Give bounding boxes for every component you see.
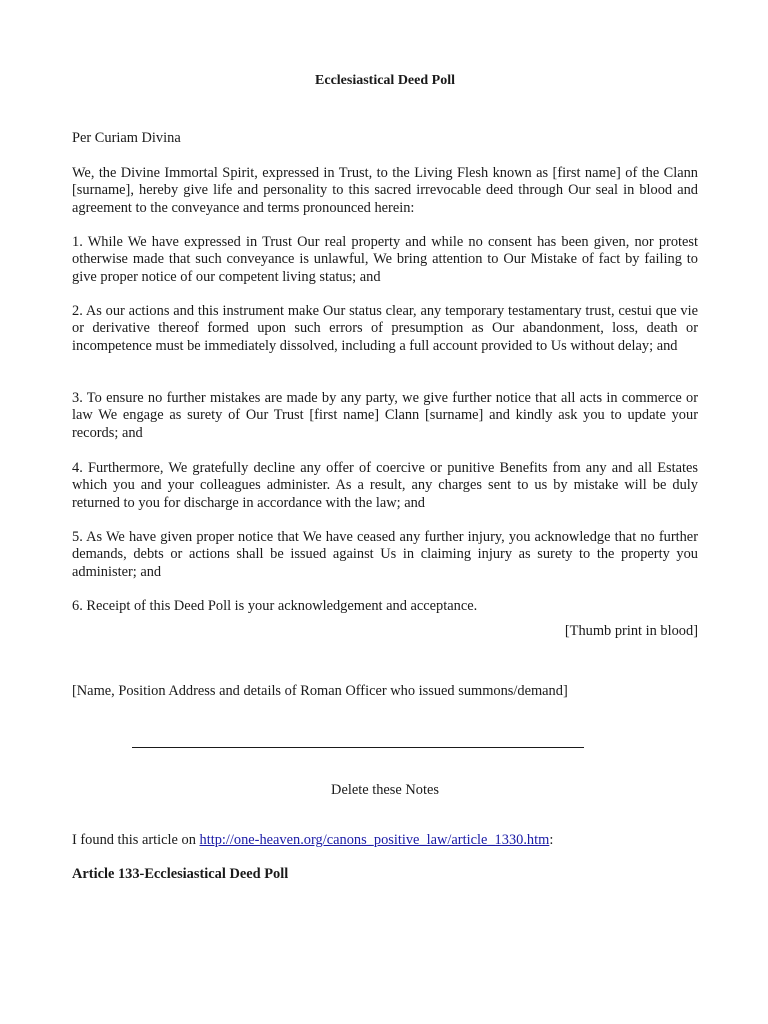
salutation: Per Curiam Divina <box>72 130 181 146</box>
clause-3: 3. To ensure no further mistakes are made by any party, we give further notice that all acts in commerce or law We engage as surety of Our Trust [first name] Clann [surname] and kindly ask you to update your records; and <box>72 390 698 441</box>
addressee-placeholder: [Name, Position Address and details of Roman Officer who issued summons/demand] <box>72 683 568 699</box>
article-heading: Article 133-Ecclesiastical Deed Poll <box>72 866 289 882</box>
thumbprint-note: [Thumb print in blood] <box>564 623 698 639</box>
source-suffix: : <box>549 832 554 848</box>
document-title: Ecclesiastical Deed Poll <box>315 73 455 88</box>
source-link[interactable]: http://one-heaven.org/canons_positive_law/article_1330.htm <box>199 832 550 848</box>
clause-2: 2. As our actions and this instrument make Our status clear, any temporary testamentary trust, cestui que vie or derivative thereof formed upon such errors of presumption as Our abandonment, loss, death or incompetence must be immediately dissolved, including a full account provided to Us without delay; and <box>72 303 698 354</box>
clause-4: 4. Furthermore, We gratefully decline any offer of coercive or punitive Benefits from any and all Estates which you and your colleagues administer. As a result, any charges sent to us by mistake will be duly returned to you for discharge in accordance with the law; and <box>72 460 698 511</box>
clause-6: 6. Receipt of this Deed Poll is your acknowledgement and acceptance. <box>72 598 478 614</box>
clause-1: 1. While We have expressed in Trust Our real property and while no consent has been given, nor protest otherwise made that such conveyance is unlawful, We bring attention to Our Mistake of fact by failing to give proper notice of our competent living status; and <box>72 234 698 285</box>
intro-paragraph: We, the Divine Immortal Spirit, expressed in Trust, to the Living Flesh known as [first name] of the Clann [surname], hereby give life and personality to this sacred irrevocable deed through Our seal in blood and agreement to the conveyance and terms pronounced herein: <box>72 165 698 216</box>
notes-heading: Delete these Notes <box>331 782 439 798</box>
clause-5: 5. As We have given proper notice that We have ceased any further injury, you acknowledge that no further demands, debts or actions shall be issued against Us in claiming injury as surety to the property you administer; and <box>72 529 698 580</box>
signature-line <box>132 747 584 748</box>
source-line <box>72 832 698 849</box>
source-prefix: I found this article on <box>72 832 200 848</box>
